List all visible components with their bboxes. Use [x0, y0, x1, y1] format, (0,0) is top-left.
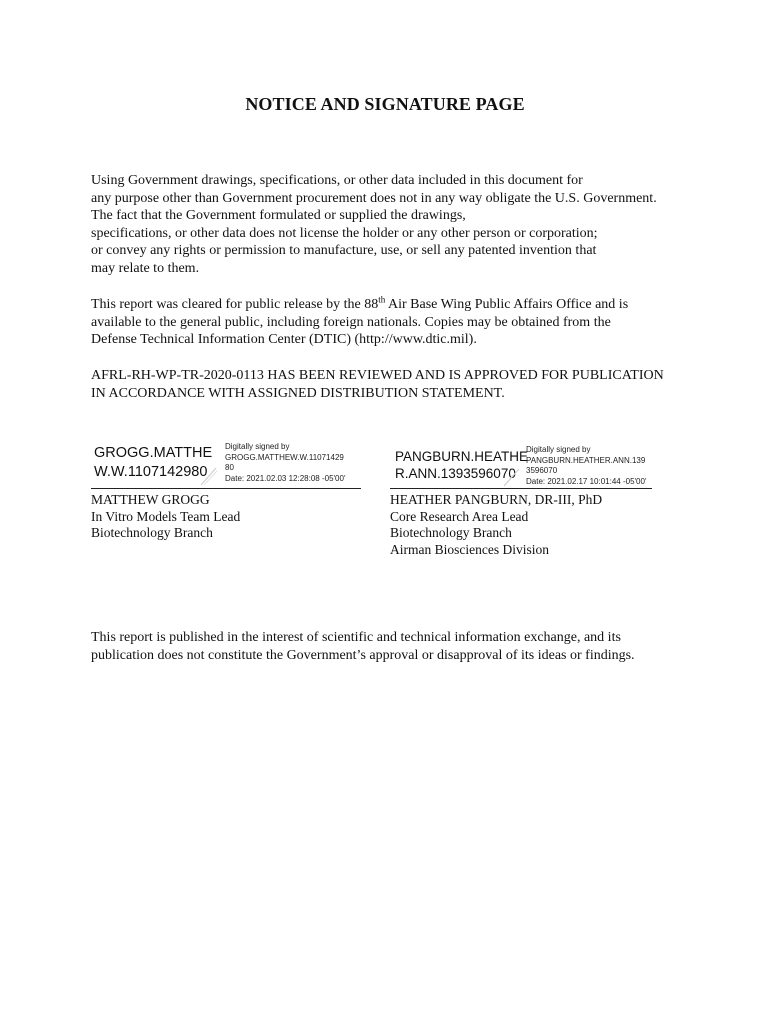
digital-signature-name: R.ANN.1393596070 — [395, 466, 516, 481]
digital-signature-note: GROGG.MATTHEW.W.11071429 — [225, 452, 344, 462]
paragraph-line: This report is published in the interest of scientific and technical information exchange, and its — [91, 630, 621, 645]
digital-signature-name: PANGBURN.HEATHE — [395, 449, 529, 464]
paragraph-line: or convey any rights or permission to manufacture, use, or sell any patented invention that — [91, 243, 597, 259]
digital-signature-date: Date: 2021.02.17 10:01:44 -05'00' — [526, 476, 647, 486]
signer-info — [91, 492, 240, 542]
digital-signature-name: GROGG.MATTHE — [94, 445, 213, 461]
digital-signature-note: 3596070 — [526, 466, 558, 475]
publication-disclaimer-paragraph — [91, 629, 721, 664]
signer-branch: Biotechnology Branch — [91, 525, 213, 541]
digital-signature-name: W.W.1107142980 — [94, 464, 208, 480]
signer-title: Core Research Area Lead — [390, 508, 529, 524]
signer-name: MATTHEW GROGG — [91, 492, 210, 507]
signer-name: HEATHER PANGBURN, DR-III, PhD — [390, 492, 603, 507]
line-text: Air Base Wing Public Affairs Office and is — [385, 297, 629, 312]
signer-title: In Vitro Models Team Lead — [91, 508, 241, 524]
signer-division: Airman Biosciences Division — [390, 541, 549, 557]
digital-signature-note: Digitally signed by — [225, 442, 290, 451]
paragraph-line: The fact that the Government formulated or supplied the drawings, — [91, 208, 466, 224]
digital-signature-note: PANGBURN.HEATHER.ANN.139 — [526, 455, 646, 465]
ordinal-suffix: th — [378, 294, 386, 305]
page-title: NOTICE AND SIGNATURE PAGE — [245, 94, 525, 114]
line-text: This report was cleared for public release by the 88 — [91, 297, 379, 312]
paragraph-line: IN ACCORDANCE WITH ASSIGNED DISTRIBUTION STATEMENT. — [91, 385, 505, 401]
signature-mark-icon — [199, 465, 219, 487]
signature-mark-icon — [502, 466, 522, 488]
signer-branch: Biotechnology Branch — [390, 525, 512, 541]
digital-signature-note: 80 — [225, 463, 234, 472]
signature-line — [390, 488, 652, 489]
approval-statement-paragraph — [91, 367, 721, 402]
paragraph-line: Defense Technical Information Center (DTIC) (http://www.dtic.mil). — [91, 332, 477, 348]
usage-notice-paragraph — [91, 172, 721, 278]
paragraph-line: publication does not constitute the Government’s approval or disapproval of its ideas or findings. — [91, 647, 635, 663]
paragraph-line: specifications, or other data does not license the holder or any other person or corporation; — [91, 225, 598, 241]
paragraph-line — [91, 296, 721, 314]
signer-info — [390, 492, 602, 558]
digital-signature-note: Digitally signed by — [526, 445, 591, 454]
public-release-paragraph — [91, 296, 721, 349]
signature-line — [91, 488, 361, 489]
paragraph-line: any purpose other than Government procurement does not in any way obligate the U.S. Government. — [91, 190, 657, 206]
digital-signature-date: Date: 2021.02.03 12:28:08 -05'00' — [225, 473, 346, 483]
paragraph-line: available to the general public, including foreign nationals. Copies may be obtained from the — [91, 314, 611, 330]
paragraph-line: AFRL-RH-WP-TR-2020-0113 HAS BEEN REVIEWED AND IS APPROVED FOR PUBLICATION — [91, 368, 664, 383]
paragraph-line: may relate to them. — [91, 260, 200, 276]
paragraph-line: Using Government drawings, specifications, or other data included in this document for — [91, 173, 583, 188]
